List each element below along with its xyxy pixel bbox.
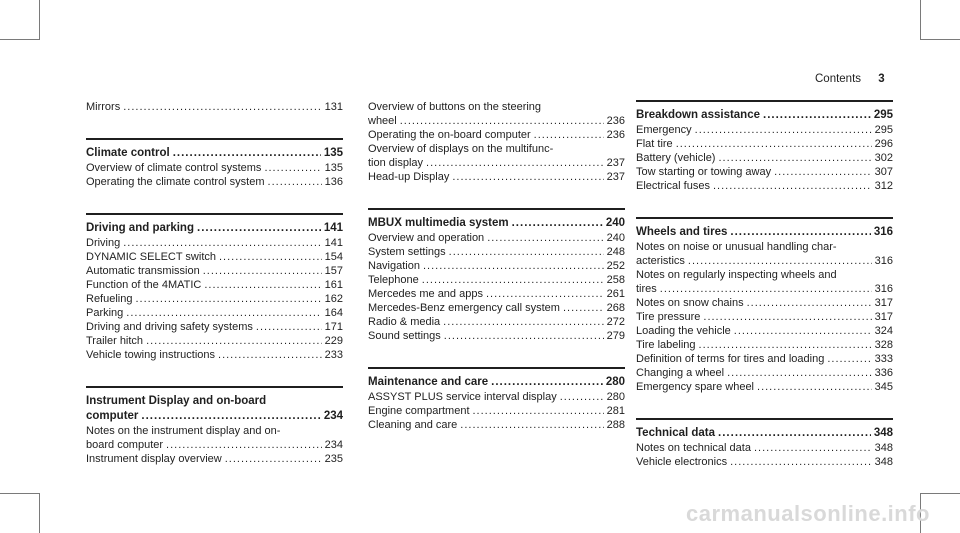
toc-entry[interactable] xyxy=(86,250,343,264)
toc-entry-page: 171 xyxy=(324,321,343,333)
dot-leader xyxy=(135,292,321,306)
toc-section xyxy=(86,138,343,189)
toc-entry-page: 131 xyxy=(324,101,343,113)
toc-entry[interactable] xyxy=(368,287,625,301)
toc-entry[interactable] xyxy=(368,315,625,329)
toc-entry-label: board computer xyxy=(86,439,164,451)
section-rule xyxy=(368,367,625,369)
dot-leader xyxy=(730,455,872,469)
toc-entry-page: 236 xyxy=(606,129,625,141)
crop-mark xyxy=(39,0,40,40)
toc-entry-label: Flat tire xyxy=(636,138,673,150)
dot-leader xyxy=(727,366,872,380)
section-heading[interactable] xyxy=(368,216,625,231)
toc-entry-label: Tire pressure xyxy=(636,311,701,323)
toc-entry-label: tires xyxy=(636,283,657,295)
crop-mark xyxy=(920,493,960,494)
toc-entry-page: 252 xyxy=(606,260,625,272)
toc-entry-page: 316 xyxy=(874,255,893,267)
section-heading[interactable] xyxy=(368,375,625,390)
toc-entry-label: Emergency spare wheel xyxy=(636,381,755,393)
toc-entry-page: 317 xyxy=(874,311,893,323)
watermark: carmanualsonline.info xyxy=(686,501,930,526)
toc-entry-label: Parking xyxy=(86,307,124,319)
toc-entry-page: 333 xyxy=(874,353,893,365)
crop-mark xyxy=(0,493,40,494)
toc-entry-label: DYNAMIC SELECT switch xyxy=(86,251,216,263)
section-heading-page: 234 xyxy=(323,410,343,422)
toc-entry-label: Mercedes me and apps xyxy=(368,288,483,300)
toc-entry[interactable] xyxy=(368,404,625,418)
toc-entry[interactable] xyxy=(636,310,893,324)
toc-entry-label: Tire labeling xyxy=(636,339,696,351)
toc-entry-page: 312 xyxy=(874,180,893,192)
toc-entry-label: Mirrors xyxy=(86,101,121,113)
dot-leader xyxy=(563,301,604,315)
toc-entry-label: Driving and driving safety systems xyxy=(86,321,253,333)
dot-leader xyxy=(688,254,872,268)
toc-entry-page: 135 xyxy=(324,162,343,174)
dot-leader xyxy=(203,264,322,278)
dot-leader xyxy=(730,225,870,240)
toc-entry-label: Electrical fuses xyxy=(636,180,710,192)
dot-leader xyxy=(718,426,871,441)
toc-entry-page: 288 xyxy=(606,419,625,431)
toc-entry-page: 237 xyxy=(606,171,625,183)
toc-entry[interactable] xyxy=(636,268,893,282)
section-rule xyxy=(636,217,893,219)
toc-entry[interactable] xyxy=(636,296,893,310)
toc-entry-page: 328 xyxy=(874,339,893,351)
dot-leader xyxy=(141,409,320,424)
toc-entry-label: Overview of climate control systems xyxy=(86,162,262,174)
toc-entry-label: Operating the climate control system xyxy=(86,176,265,188)
dot-leader xyxy=(473,404,604,418)
section-heading-page: 240 xyxy=(605,217,625,229)
toc-entry[interactable] xyxy=(636,240,893,254)
dot-leader xyxy=(486,287,604,301)
section-heading-page: 141 xyxy=(323,222,343,234)
dot-leader xyxy=(449,245,604,259)
toc-entry-page: 161 xyxy=(324,279,343,291)
toc-entry[interactable] xyxy=(86,278,343,292)
dot-leader xyxy=(487,231,603,245)
toc-entry-page: 154 xyxy=(324,251,343,263)
toc-entry-page: 336 xyxy=(874,367,893,379)
toc-entry[interactable] xyxy=(86,452,343,466)
toc-entry[interactable] xyxy=(636,324,893,338)
toc-entry-label: Vehicle towing instructions xyxy=(86,349,216,361)
toc-entry-page: 234 xyxy=(324,439,343,451)
toc-entry-label: Overview and operation xyxy=(368,232,485,244)
toc-entry-page: 157 xyxy=(324,265,343,277)
toc-entry-page: 317 xyxy=(874,297,893,309)
toc-entry[interactable] xyxy=(368,128,625,142)
dot-leader xyxy=(423,259,604,273)
toc-entry-label: Radio & media xyxy=(368,316,441,328)
toc-column-3 xyxy=(636,100,893,493)
section-heading[interactable] xyxy=(636,426,893,441)
section-heading[interactable] xyxy=(636,225,893,240)
dot-leader xyxy=(268,175,322,189)
dot-leader xyxy=(660,282,872,296)
dot-leader xyxy=(126,306,321,320)
dot-leader xyxy=(534,128,604,142)
toc-entry-label: tion display xyxy=(368,157,424,169)
dot-leader xyxy=(774,165,872,179)
toc-entry-label: Battery (vehicle) xyxy=(636,152,716,164)
toc-entry-label: ASSYST PLUS service interval display xyxy=(368,391,557,403)
dot-leader xyxy=(264,161,321,175)
toc-entry[interactable] xyxy=(368,142,625,156)
dot-leader xyxy=(197,221,321,236)
toc-entry[interactable] xyxy=(368,329,625,343)
dot-leader xyxy=(426,156,604,170)
toc-entry[interactable] xyxy=(636,254,893,268)
dot-leader xyxy=(146,334,322,348)
toc-entry[interactable] xyxy=(636,366,893,380)
dot-leader xyxy=(703,310,871,324)
dot-leader xyxy=(123,100,321,114)
toc-section xyxy=(86,100,343,114)
toc-entry-page: 261 xyxy=(606,288,625,300)
toc-entry-page: 235 xyxy=(324,453,343,465)
toc-entry-label: Notes on the instrument display and on- xyxy=(86,425,281,437)
toc-entry[interactable] xyxy=(86,264,343,278)
toc-entry-label: Head-up Display xyxy=(368,171,450,183)
toc-section xyxy=(636,217,893,394)
toc-entry-label: Sound settings xyxy=(368,330,441,342)
toc-entry-page: 307 xyxy=(874,166,893,178)
toc-entry-page: 248 xyxy=(606,246,625,258)
toc-entry[interactable] xyxy=(86,348,343,362)
section-heading[interactable] xyxy=(86,409,343,424)
section-heading-label: MBUX multimedia system xyxy=(368,217,509,229)
dot-leader xyxy=(123,236,321,250)
toc-entry-page: 272 xyxy=(606,316,625,328)
toc-section xyxy=(368,100,625,184)
toc-entry-page: 229 xyxy=(324,335,343,347)
toc-entry[interactable] xyxy=(368,245,625,259)
toc-entry-label: Instrument display overview xyxy=(86,453,222,465)
dot-leader xyxy=(560,390,604,404)
section-heading-label: Technical data xyxy=(636,427,716,439)
dot-leader xyxy=(452,170,603,184)
toc-section xyxy=(368,208,625,343)
dot-leader xyxy=(166,438,322,452)
toc-entry[interactable] xyxy=(636,352,893,366)
toc-entry-label: Changing a wheel xyxy=(636,367,725,379)
toc-entry-page: 348 xyxy=(874,456,893,468)
section-heading-label: Breakdown assistance xyxy=(636,109,761,121)
section-heading-label: Driving and parking xyxy=(86,222,194,234)
dot-leader xyxy=(225,452,322,466)
toc-entry[interactable] xyxy=(86,161,343,175)
section-rule xyxy=(368,208,625,210)
toc-entry[interactable] xyxy=(368,259,625,273)
section-heading-page: 295 xyxy=(873,109,893,121)
toc-entry[interactable] xyxy=(368,156,625,170)
toc-entry[interactable] xyxy=(86,334,343,348)
toc-section xyxy=(368,367,625,432)
section-heading-page: 316 xyxy=(873,226,893,238)
toc-entry[interactable] xyxy=(636,338,893,352)
toc-entry-page: 295 xyxy=(874,124,893,136)
toc-entry-label: Notes on regularly inspecting wheels and xyxy=(636,269,837,281)
toc-entry[interactable] xyxy=(368,418,625,432)
toc-entry[interactable] xyxy=(636,165,893,179)
dot-leader xyxy=(695,123,872,137)
toc-entry[interactable] xyxy=(368,273,625,287)
dot-leader xyxy=(699,338,872,352)
section-heading-label: computer xyxy=(86,410,139,422)
section-rule xyxy=(86,213,343,215)
section-rule xyxy=(636,418,893,420)
toc-entry-page: 345 xyxy=(874,381,893,393)
toc-entry[interactable] xyxy=(368,231,625,245)
toc-entry-page: 237 xyxy=(606,157,625,169)
dot-leader xyxy=(256,320,322,334)
toc-entry-label: acteristics xyxy=(636,255,685,267)
section-heading-label: Maintenance and care xyxy=(368,376,489,388)
toc-entry-page: 258 xyxy=(606,274,625,286)
toc-column-1 xyxy=(86,100,343,490)
toc-entry-label: Loading the vehicle xyxy=(636,325,731,337)
toc-entry-label: Overview of displays on the multifunc- xyxy=(368,143,554,155)
toc-entry[interactable] xyxy=(636,123,893,137)
toc-entry[interactable] xyxy=(86,424,343,438)
toc-entry-label: Engine compartment xyxy=(368,405,470,417)
dot-leader xyxy=(713,179,872,193)
toc-entry-page: 296 xyxy=(874,138,893,150)
header-title: Contents xyxy=(815,73,862,85)
dot-leader xyxy=(491,375,603,390)
toc-entry[interactable] xyxy=(86,100,343,114)
toc-entry-label: Emergency xyxy=(636,124,692,136)
dot-leader xyxy=(754,441,872,455)
toc-entry[interactable] xyxy=(636,151,893,165)
section-heading-label: Climate control xyxy=(86,147,170,159)
dot-leader xyxy=(444,329,604,343)
dot-leader xyxy=(218,348,322,362)
toc-entry-page: 162 xyxy=(324,293,343,305)
toc-entry[interactable] xyxy=(368,301,625,315)
page-number: 3 xyxy=(878,73,885,85)
toc-entry-label: Definition of terms for tires and loading xyxy=(636,353,825,365)
toc-entry-label: Cleaning and care xyxy=(368,419,458,431)
toc-entry-label: Function of the 4MATIC xyxy=(86,279,202,291)
toc-entry[interactable] xyxy=(636,137,893,151)
toc-entry-label: Mercedes-Benz emergency call system xyxy=(368,302,560,314)
toc-entry[interactable] xyxy=(86,306,343,320)
dot-leader xyxy=(173,146,321,161)
toc-entry-label: Trailer hitch xyxy=(86,335,144,347)
dot-leader xyxy=(422,273,604,287)
toc-entry-page: 280 xyxy=(606,391,625,403)
toc-entry-label: Refueling xyxy=(86,293,133,305)
section-heading-label: Wheels and tires xyxy=(636,226,728,238)
section-rule xyxy=(86,386,343,388)
section-heading[interactable]: Instrument Display and on-board xyxy=(86,395,267,407)
toc-entry[interactable] xyxy=(636,380,893,394)
toc-entry-label: Notes on technical data xyxy=(636,442,751,454)
dot-leader xyxy=(460,418,603,432)
toc-entry[interactable] xyxy=(86,175,343,189)
toc-entry[interactable] xyxy=(86,438,343,452)
dot-leader xyxy=(204,278,321,292)
toc-entry-label: Notes on noise or unusual handling char- xyxy=(636,241,837,253)
dot-leader xyxy=(763,108,871,123)
toc-entry-page: 279 xyxy=(606,330,625,342)
crop-mark xyxy=(39,493,40,533)
toc-entry-page: 268 xyxy=(606,302,625,314)
toc-entry-label: Vehicle electronics xyxy=(636,456,728,468)
toc-section xyxy=(86,386,343,466)
toc-entry[interactable] xyxy=(636,441,893,455)
toc-entry-page: 316 xyxy=(874,283,893,295)
dot-leader xyxy=(400,114,604,128)
section-rule xyxy=(86,138,343,140)
toc-entry[interactable] xyxy=(86,292,343,306)
toc-entry-label: System settings xyxy=(368,246,446,258)
toc-entry-page: 233 xyxy=(324,349,343,361)
toc-entry-page: 236 xyxy=(606,115,625,127)
toc-entry[interactable] xyxy=(636,455,893,469)
toc-entry-label: Automatic transmission xyxy=(86,265,200,277)
toc-entry-label: wheel xyxy=(368,115,397,127)
crop-mark xyxy=(920,39,960,40)
dot-leader xyxy=(827,352,871,366)
toc-column-2 xyxy=(368,100,625,456)
section-heading[interactable] xyxy=(636,108,893,123)
page-header xyxy=(815,73,885,85)
dot-leader xyxy=(676,137,872,151)
crop-mark xyxy=(0,39,40,40)
toc-entry-page: 302 xyxy=(874,152,893,164)
toc-entry-page: 141 xyxy=(324,237,343,249)
dot-leader xyxy=(443,315,603,329)
toc-entry[interactable] xyxy=(368,390,625,404)
dot-leader xyxy=(747,296,872,310)
toc-entry[interactable] xyxy=(86,320,343,334)
toc-entry[interactable] xyxy=(368,114,625,128)
toc-entry-page: 324 xyxy=(874,325,893,337)
toc-entry[interactable] xyxy=(86,236,343,250)
dot-leader xyxy=(718,151,871,165)
section-heading[interactable] xyxy=(86,221,343,236)
toc-entry-label: Overview of buttons on the steering xyxy=(368,101,542,113)
section-rule xyxy=(636,100,893,102)
toc-entry[interactable] xyxy=(368,100,625,114)
toc-entry-page: 281 xyxy=(606,405,625,417)
section-heading-page: 348 xyxy=(873,427,893,439)
toc-section xyxy=(636,418,893,469)
toc-entry[interactable] xyxy=(368,170,625,184)
dot-leader xyxy=(219,250,322,264)
dot-leader xyxy=(734,324,872,338)
dot-leader xyxy=(757,380,872,394)
toc-entry-label: Telephone xyxy=(368,274,419,286)
section-heading-page: 135 xyxy=(323,147,343,159)
toc-entry-label: Driving xyxy=(86,237,121,249)
toc-entry-page: 348 xyxy=(874,442,893,454)
toc-entry[interactable] xyxy=(636,179,893,193)
toc-entry-page: 240 xyxy=(606,232,625,244)
toc-entry-label: Tow starting or towing away xyxy=(636,166,772,178)
section-heading-page: 280 xyxy=(605,376,625,388)
toc-entry-label: Operating the on-board computer xyxy=(368,129,531,141)
crop-mark xyxy=(920,0,921,40)
section-heading[interactable] xyxy=(86,146,343,161)
toc-section xyxy=(636,100,893,193)
toc-entry[interactable] xyxy=(636,282,893,296)
toc-entry-label: Navigation xyxy=(368,260,420,272)
toc-section xyxy=(86,213,343,362)
toc-entry-page: 136 xyxy=(324,176,343,188)
dot-leader xyxy=(512,216,603,231)
toc-entry-label: Notes on snow chains xyxy=(636,297,744,309)
toc-entry-page: 164 xyxy=(324,307,343,319)
